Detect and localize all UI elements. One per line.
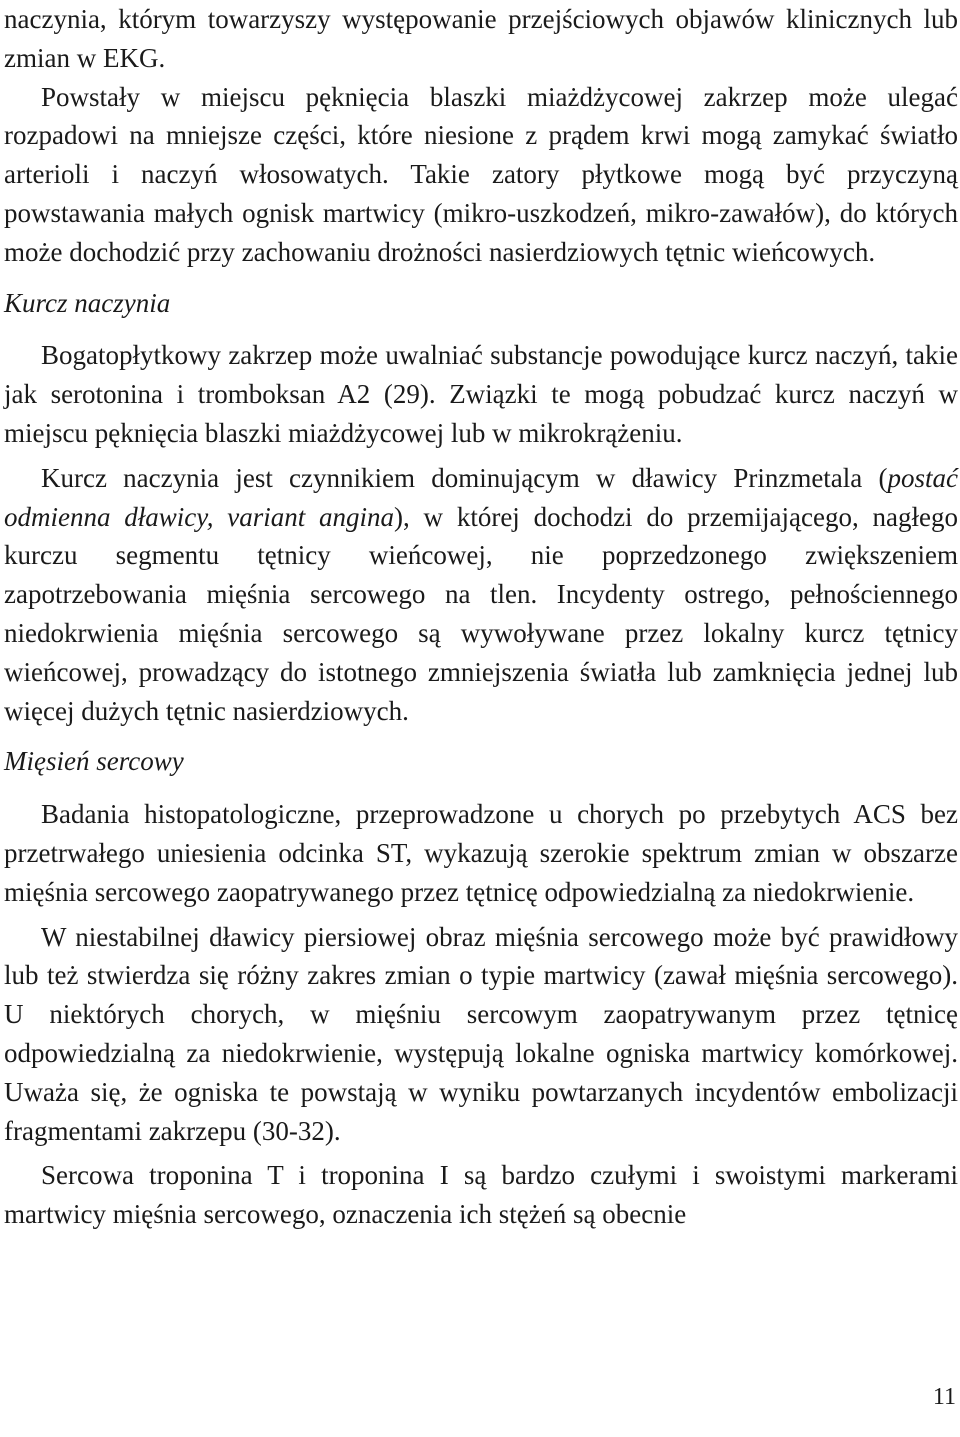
paragraph-platelet-thrombus: Bogatopłytkowy zakrzep może uwalniać substancje powodujące kurcz naczyń, takie jak serotonina i tromboksan A2 (29). Związki te mogą pobudzać kurcz naczyń w miejscu pęknięcia blaszki miażdżycowej lub w mikrokrążeniu. xyxy=(4,340,958,448)
paragraph-microembolism: Powstały w miejscu pęknięcia blaszki miażdżycowej zakrzep może ulegać rozpadowi na mniejsze części, które niesione z prądem krwi mogą zamykać światło arterioli i naczyń włosowatych. Takie zatory płytkowe mogą być przyczyną powstawania małych ognisk martwicy (mikro-uszkodzeń, mikro-zawałów), do których może dochodzić przy zachowaniu drożności nasierdziowych tętnic wieńcowych. xyxy=(4,81,958,267)
paragraph-continued: naczynia, którym towarzyszy występowanie przejściowych objawów klinicznych lub zmian w EKG. xyxy=(4,4,958,73)
document-page xyxy=(4,0,958,1234)
paragraph-unstable-angina: W niestabilnej dławicy piersiowej obraz mięśnia sercowego może być prawidłowy lub też stwierdza się różny zakres zmian o typie martwicy (zawał mięśnia sercowego). U niektórych chorych, w mięśniu sercowym zaopatrywanym przez tętnicę odpowiedzialną za niedokrwienie, występują lokalne ogniska martwicy komórkowej. Uważa się, że ogniska te powstają w wyniku powtarzanych incydentów embolizacji fragmentami zakrzepu (30-32). xyxy=(4,921,958,1146)
page-number: 11 xyxy=(932,1384,956,1410)
paragraph-histopathology: Badania histopatologiczne, przeprowadzone u chorych po przebytych ACS bez przetrwałego uniesienia odcinka ST, wykazują szerokie spektrum zmian w obszarze mięśnia sercowego zaopatrywanego przez tętnicę odpowiedzialną za niedokrwienie. xyxy=(4,799,958,907)
paragraph-prinzmetal-italic: postać odmienna dławicy, variant angina xyxy=(4,462,958,532)
paragraph-prinzmetal-part-b: ), w której dochodzi do przemijającego, nagłego kurczu segmentu tętnicy wieńcowej, nie poprzedzonego zwiększeniem zapotrzebowania mięśnia sercowego na tlen. Incydenty ostrego, pełnościennego niedokrwienia mięśnia sercowego są wywoływane przez lokalny kurcz tętnicy wieńcowej, prowadzący do istotnego zmniejszenia światła lub zamknięcia jednej lub więcej dużych tętnic nasierdziowych. xyxy=(4,501,958,726)
paragraph-prinzmetal xyxy=(4,459,958,731)
paragraph-troponin: Sercowa troponina T i troponina I są bardzo czułymi i swoistymi markerami martwicy mięśnia sercowego, oznaczenia ich stężeń są obecnie xyxy=(4,1160,958,1230)
section-heading-myocardium: Mięsień sercowy xyxy=(4,746,184,777)
section-heading-vasospasm: Kurcz naczynia xyxy=(4,287,171,318)
paragraph-prinzmetal-part-a: Kurcz naczynia jest czynnikiem dominującym w dławicy Prinzmetala ( xyxy=(41,462,888,493)
